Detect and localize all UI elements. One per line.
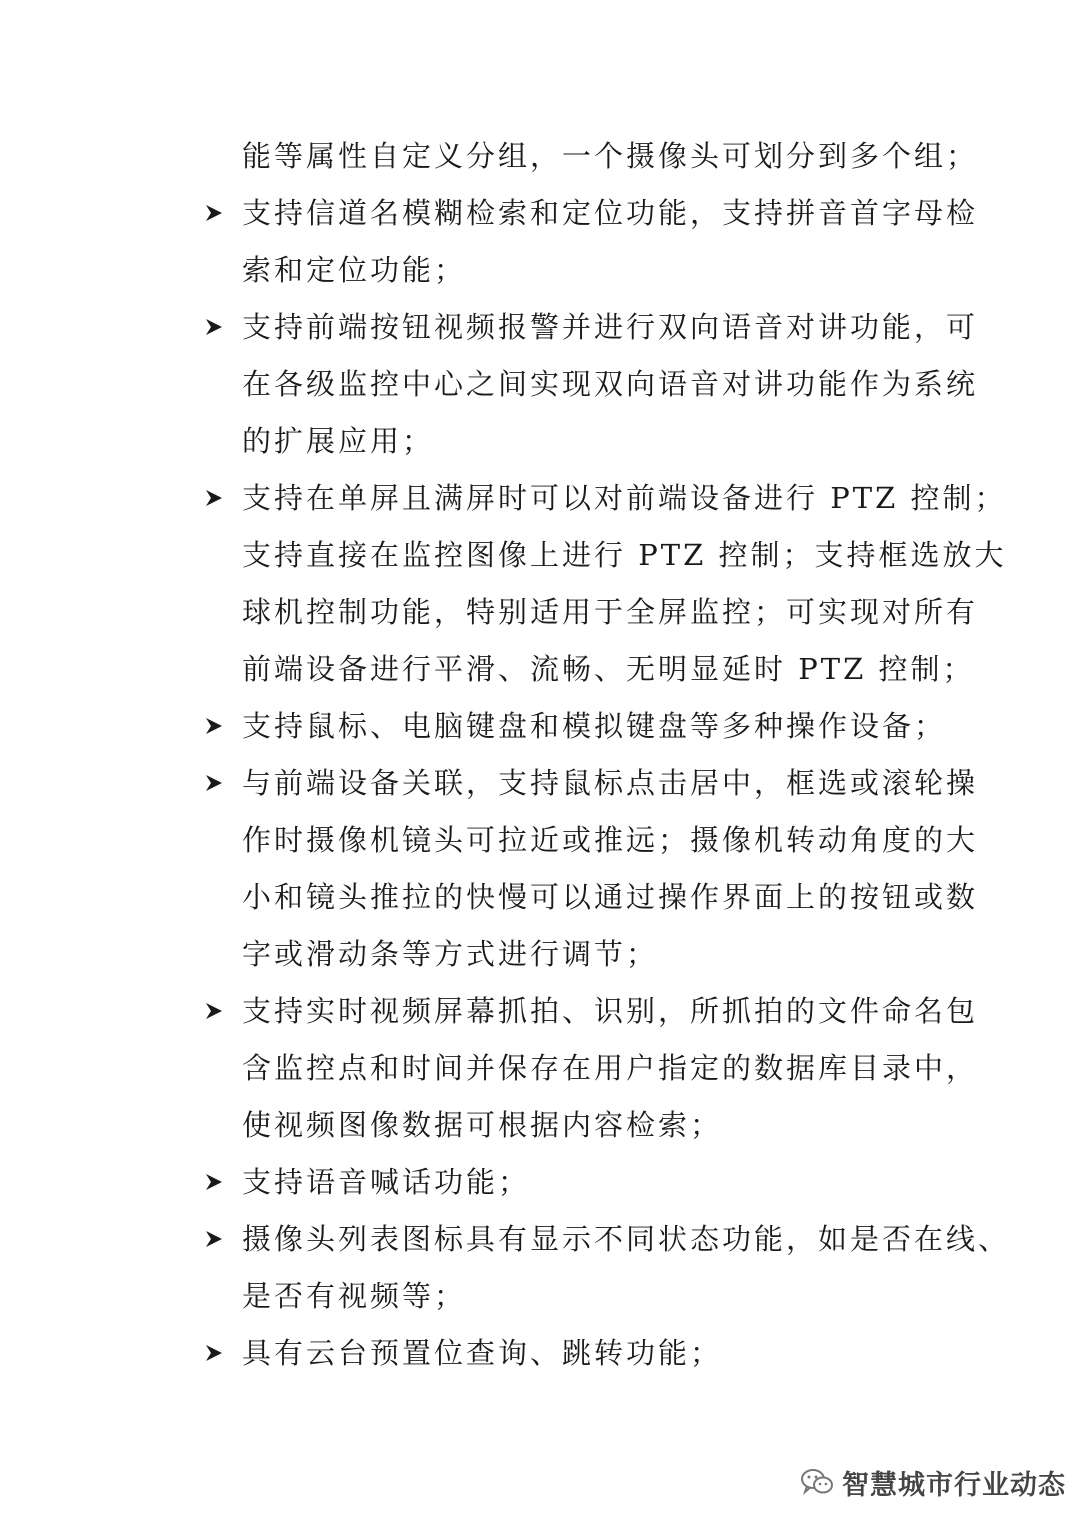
line-text: 支持实时视频屏幕抓拍、识别，所抓拍的文件命名包 <box>242 994 979 1028</box>
arrow-bullet-icon <box>204 773 224 793</box>
text-line <box>200 242 940 299</box>
line-text: 索和定位功能； <box>242 253 467 287</box>
line-text: 含监控点和时间并保存在用户指定的数据库目录中， <box>242 1051 979 1085</box>
arrow-bullet-icon <box>204 1172 224 1192</box>
arrow-bullet-icon <box>204 203 224 223</box>
text-line <box>200 356 979 413</box>
line-text: 小和镜头推拉的快慢可以通过操作界面上的按钮或数 <box>242 880 979 914</box>
line-text: 能等属性自定义分组，一个摄像头可划分到多个组； <box>242 139 979 173</box>
line-text: 具有云台预置位查询、跳转功能； <box>242 1336 723 1370</box>
bullet-list-item <box>200 755 979 812</box>
arrow-bullet-icon <box>204 716 224 736</box>
bullet-list-item <box>200 698 947 755</box>
text-line <box>200 1268 940 1325</box>
arrow-bullet-icon <box>204 1229 224 1249</box>
arrow-bullet-icon <box>204 488 224 508</box>
line-text: 前端设备进行平滑、流畅、无明显延时 PTZ 控制； <box>242 652 975 686</box>
line-text: 是否有视频等； <box>242 1279 467 1313</box>
arrow-bullet-icon <box>204 1343 224 1363</box>
text-line <box>200 128 979 185</box>
watermark-text: 智慧城市行业动态 <box>842 1469 1066 1501</box>
bullet-list-item <box>200 1325 940 1382</box>
text-line <box>200 641 975 698</box>
arrow-bullet-icon <box>204 1001 224 1021</box>
text-line <box>200 869 979 926</box>
line-text: 支持鼠标、电脑键盘和模拟键盘等多种操作设备； <box>242 709 947 743</box>
line-text: 在各级监控中心之间实现双向语音对讲功能作为系统 <box>242 367 979 401</box>
line-text: 支持直接在监控图像上进行 PTZ 控制；支持框选放大 <box>242 538 1007 572</box>
text-line <box>200 926 940 983</box>
bullet-list-item <box>200 1154 940 1211</box>
line-text: 支持前端按钮视频报警并进行双向语音对讲功能，可 <box>242 310 979 344</box>
line-text: 支持在单屏且满屏时可以对前端设备进行 PTZ 控制； <box>242 481 1007 515</box>
bullet-list-item <box>200 185 979 242</box>
line-text: 与前端设备关联，支持鼠标点击居中，框选或滚轮操 <box>242 766 979 800</box>
bullet-list-item <box>200 983 979 1040</box>
text-line <box>200 413 940 470</box>
text-line <box>200 1040 979 1097</box>
line-text: 的扩展应用； <box>242 424 435 458</box>
text-line <box>200 1097 940 1154</box>
arrow-bullet-icon <box>204 317 224 337</box>
line-text: 作时摄像机镜头可拉近或推远；摄像机转动角度的大 <box>242 823 979 857</box>
text-line <box>200 812 979 869</box>
document-body <box>200 128 1011 1382</box>
bullet-list-item <box>200 470 1007 527</box>
line-text: 字或滑动条等方式进行调节； <box>242 937 659 971</box>
wechat-icon <box>800 1467 834 1497</box>
bullet-list-item <box>200 1211 1011 1268</box>
line-text: 支持语音喊话功能； <box>242 1165 531 1199</box>
bullet-list-item <box>200 299 979 356</box>
text-line <box>200 584 979 641</box>
text-line <box>200 527 1007 584</box>
line-text: 摄像头列表图标具有显示不同状态功能，如是否在线、 <box>242 1222 1011 1256</box>
line-text: 使视频图像数据可根据内容检索； <box>242 1108 723 1142</box>
watermark <box>800 1460 1066 1504</box>
line-text: 球机控制功能，特别适用于全屏监控；可实现对所有 <box>242 595 979 629</box>
line-text: 支持信道名模糊检索和定位功能，支持拼音首字母检 <box>242 196 979 230</box>
